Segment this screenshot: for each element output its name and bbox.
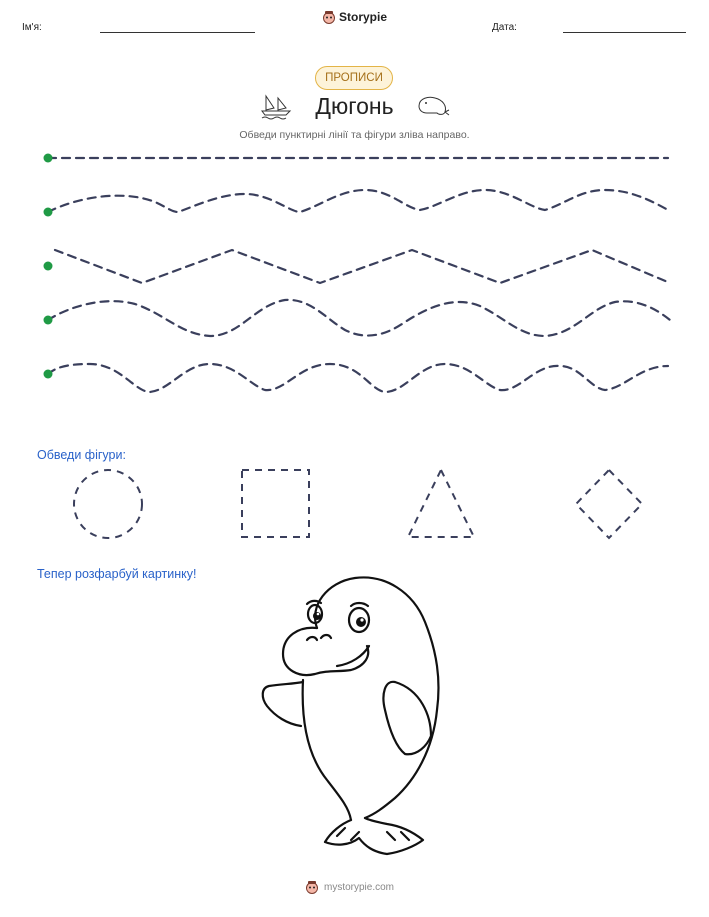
trace-triangle[interactable]: [408, 470, 474, 537]
dugong-right-flipper: [383, 682, 431, 754]
dugong-eye-shine-left: [317, 613, 320, 616]
brand-name: Storypie: [339, 10, 388, 24]
tracing-lines: [0, 0, 709, 420]
dugong-left-flipper: [263, 682, 303, 726]
name-label: Ім'я:: [22, 22, 42, 33]
trace-diamond[interactable]: [576, 470, 642, 538]
dugong-coloring-picture[interactable]: [255, 570, 455, 860]
page-title: Дюгонь: [315, 93, 394, 119]
trace-circle[interactable]: [74, 470, 142, 538]
dugong-nostril-left: [307, 637, 317, 640]
start-dot-4: [44, 316, 53, 325]
dugong-tail: [325, 818, 423, 854]
dugong-brow-right: [351, 603, 368, 606]
tracing-line-wave-3[interactable]: [48, 364, 668, 392]
footer-link[interactable]: mystorypie.com: [324, 881, 395, 893]
instructions-text: Обведи пунктирні лінії та фігури зліва направо.: [239, 129, 470, 141]
shapes-section-heading: Обведи фігури:: [37, 448, 126, 462]
tracing-shapes: [0, 460, 709, 550]
start-dot-5: [44, 370, 53, 379]
storypie-footer-icon: [305, 880, 319, 894]
tracing-line-zigzag[interactable]: [55, 250, 670, 283]
dugong-pupil-right: [356, 617, 366, 627]
start-dot-2: [44, 208, 53, 217]
dugong-nostril-right: [321, 635, 331, 638]
start-dot-3: [44, 262, 53, 271]
worksheet-type-badge: ПРОПИСИ: [315, 66, 393, 90]
footer: [305, 880, 394, 894]
dugong-tail-lines-right: [387, 832, 409, 840]
dugong-body-outline: [315, 577, 438, 818]
dugong-eye-shine-right: [360, 618, 363, 621]
trace-square[interactable]: [242, 470, 309, 537]
coloring-section-heading: Тепер розфарбуй картинку!: [37, 567, 197, 581]
start-dot-1: [44, 154, 53, 163]
dugong-back-belly: [303, 680, 351, 820]
tracing-line-wave-1[interactable]: [48, 190, 668, 212]
dugong-tail-lines-left: [337, 828, 359, 840]
tracing-line-wave-2[interactable]: [48, 300, 670, 336]
date-label: Дата:: [492, 22, 517, 33]
